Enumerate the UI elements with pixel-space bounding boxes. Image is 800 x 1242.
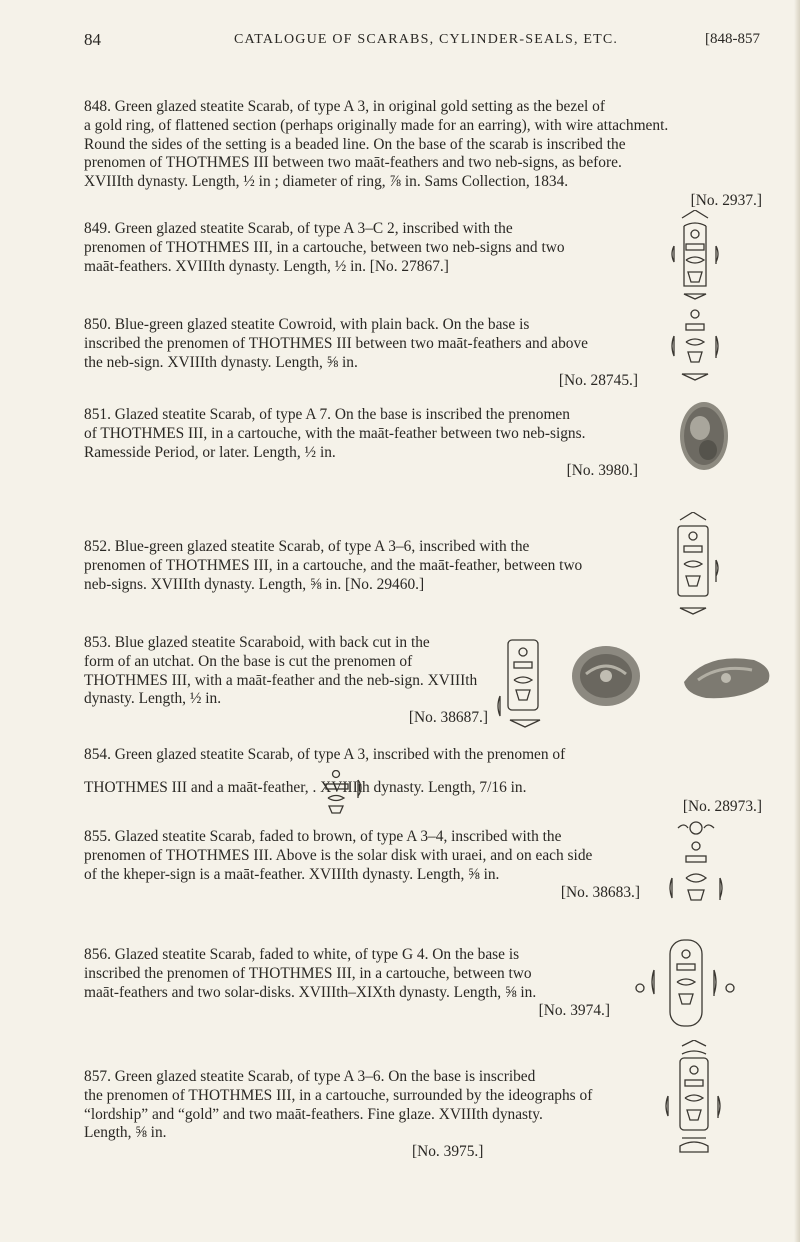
- hieroglyph-inscription-853: [496, 636, 552, 732]
- hieroglyph-inscription-850: [660, 308, 730, 388]
- entry-line: THOTHMES III, with a maāt-feather and the neb-sign. XVIIIth: [84, 671, 478, 689]
- entry-848: [84, 98, 762, 211]
- entry-line: neb-signs. XVIIIth dynasty. Length, ⅝ in. [No. 29460.]: [84, 575, 425, 593]
- entry-line: 849. Green glazed steatite Scarab, of type A 3–C 2, inscribed with the: [84, 220, 513, 237]
- entry-857: [84, 1068, 650, 1162]
- entry-line: 850. Blue-green glazed steatite Cowroid, with plain back. On the base is: [84, 316, 530, 333]
- entry-853: [84, 634, 488, 728]
- catalogue-number: [No. 3974.]: [538, 1002, 610, 1020]
- entry-line: maāt-feathers. XVIIIth dynasty. Length, ½ in. [No. 27867.]: [84, 257, 449, 275]
- catalogue-number: [No. 38687.]: [408, 709, 488, 727]
- entry-line: a gold ring, of flattened section (perhaps originally made for an earring), with wire attachment.: [84, 116, 669, 134]
- running-head: CATALOGUE OF SCARABS, CYLINDER-SEALS, ETC.: [234, 32, 619, 47]
- entry-line: prenomen of THOTHMES III. Above is the solar disk with uraei, and on each side: [84, 846, 593, 864]
- entry-849: [84, 220, 642, 276]
- entry-line: 851. Glazed steatite Scarab, of type A 7. On the base is inscribed the prenomen: [84, 406, 570, 423]
- hieroglyph-inscription-855: [664, 820, 728, 912]
- entry-line: the neb-sign. XVIIIth dynasty. Length, ⅝ in.: [84, 353, 358, 371]
- entry-line: 856. Glazed steatite Scarab, faded to white, of type G 4. On the base is: [84, 946, 520, 963]
- hieroglyph-inscription-856: [630, 936, 740, 1036]
- entry-850: [84, 316, 638, 391]
- hieroglyph-inscription-849: [660, 210, 730, 300]
- entry-line: dynasty. Length, ½ in.: [84, 690, 222, 708]
- entry-line: 854. Green glazed steatite Scarab, of type A 3, inscribed with the prenomen of: [84, 746, 566, 763]
- entry-line: inscribed the prenomen of THOTHMES III between two maāt-feathers and above: [84, 334, 589, 352]
- entry-855: [84, 828, 640, 903]
- entry-854: [84, 746, 762, 816]
- entry-line: 848. Green glazed steatite Scarab, of type A 3, in original gold setting as the bezel of: [84, 98, 605, 115]
- entry-line: form of an utchat. On the base is cut the prenomen of: [84, 652, 413, 670]
- catalogue-number: [No. 3980.]: [566, 462, 638, 480]
- entry-line: prenomen of THOTHMES III, in a cartouche, between two neb-signs and two: [84, 238, 565, 256]
- entry-line: 855. Glazed steatite Scarab, faded to brown, of type A 3–4, inscribed with the: [84, 828, 562, 845]
- entry-line: inscribed the prenomen of THOTHMES III, in a cartouche, between two: [84, 964, 532, 982]
- entry-line: Round the sides of the setting is a beaded line. On the base of the scarab is inscribed the: [84, 135, 626, 153]
- catalogue-number: [No. 28973.]: [682, 797, 762, 815]
- catalogue-number: [No. 28745.]: [558, 372, 638, 390]
- hieroglyph-inscription-857: [658, 1040, 730, 1200]
- entry-line: maāt-feathers and two solar-disks. XVIIIth–XIXth dynasty. Length, ⅝ in.: [84, 983, 537, 1001]
- entry-line: “lordship” and “gold” and two maāt-feathers. Fine glaze. XVIIIth dynasty.: [84, 1105, 543, 1123]
- catalogue-number: [No. 3975.]: [412, 1143, 484, 1161]
- scaraboid-photo-853-back: [566, 640, 646, 715]
- entry-line: the prenomen of THOTHMES III, in a cartouche, surrounded by the ideographs of: [84, 1086, 593, 1104]
- entry-line: 853. Blue glazed steatite Scaraboid, with back cut in the: [84, 634, 430, 651]
- entry-line: prenomen of THOTHMES III between two maāt-feathers and two neb-signs, as before.: [84, 154, 622, 172]
- entry-line: 857. Green glazed steatite Scarab, of type A 3–6. On the base is inscribed: [84, 1068, 536, 1085]
- entry-line: THOTHMES III and a maāt-feather, . XVIIIth dynasty. Length, 7/16 in.: [84, 778, 527, 796]
- page-number: 84: [84, 30, 101, 49]
- entry-line: XVIIIth dynasty. Length, ½ in ; diameter of ring, ⅞ in. Sams Collection, 1834.: [84, 173, 569, 191]
- scaraboid-photo-853-side: [676, 648, 776, 713]
- catalogue-number: [No. 38683.]: [560, 884, 640, 902]
- entry-line: 852. Blue-green glazed steatite Scarab, of type A 3–6, inscribed with the: [84, 538, 530, 555]
- entry-line: Ramesside Period, or later. Length, ½ in.: [84, 443, 336, 461]
- catalogue-number: [No. 2937.]: [690, 191, 762, 209]
- page-header: [84, 30, 760, 54]
- hieroglyph-inline-854: [320, 770, 370, 814]
- entry-line: of THOTHMES III, in a cartouche, with the maāt-feather between two neb-signs.: [84, 424, 586, 442]
- entry-856: [84, 946, 610, 1021]
- hieroglyph-inscription-852: [658, 512, 730, 622]
- entry-851: [84, 406, 638, 481]
- entry-852: [84, 538, 638, 594]
- page-edge: [794, 0, 800, 1242]
- entry-line: of the kheper-sign is a maāt-feather. XVIIIth dynasty. Length, ⅝ in.: [84, 865, 500, 883]
- entry-range: [848-857: [705, 31, 760, 47]
- entry-line: prenomen of THOTHMES III, in a cartouche, and the maāt-feather, between two: [84, 556, 583, 574]
- entry-line: Length, ⅝ in.: [84, 1124, 167, 1142]
- scarab-photo-851: [672, 398, 736, 479]
